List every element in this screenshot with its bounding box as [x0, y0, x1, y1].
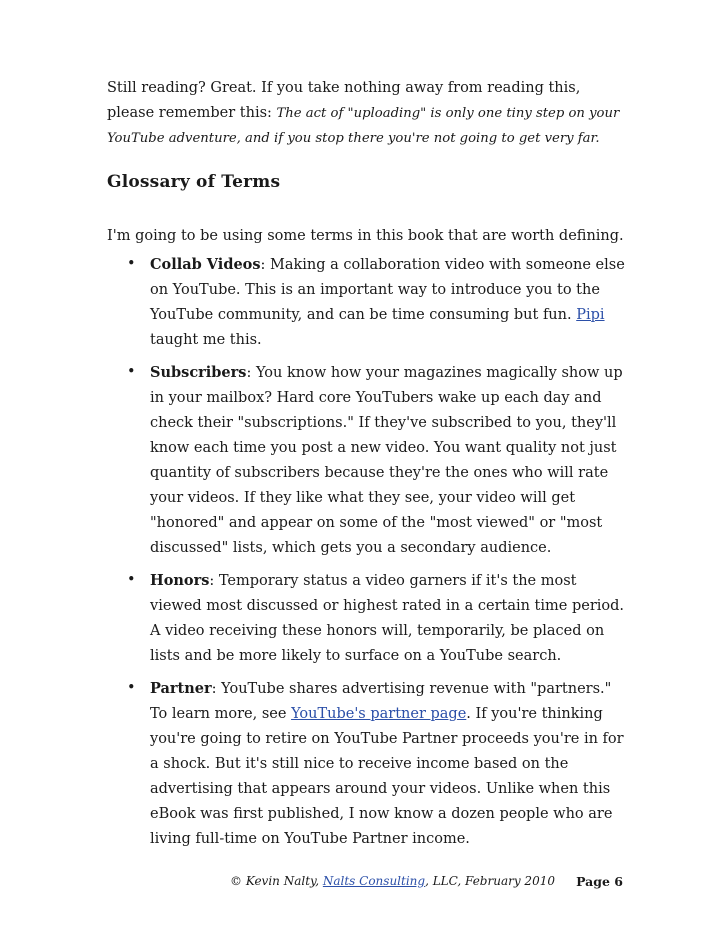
- term-separator: :: [260, 257, 271, 273]
- intro-text: Still reading? Great. If you take nothing away from reading this, please remember this:: [107, 80, 581, 121]
- page-footer: [107, 874, 623, 894]
- term-definition-end: . If you're thinking you're going to retire on YouTube Partner proceeds you're in for a shock. But it's still nice to receive income based on the advertising that appears around your videos. Unlike when this eBook was first published, I now know a dozen people who are living full-time on YouTube Partner income.: [150, 706, 624, 847]
- bullet-icon: •: [127, 572, 136, 588]
- term-title: Honors: [150, 572, 210, 589]
- term-subscribers: [107, 360, 627, 561]
- footer-credit: [230, 874, 555, 888]
- bullet-icon: •: [127, 680, 136, 696]
- nalts-consulting-link[interactable]: Nalts Consulting: [322, 874, 426, 888]
- footer-copyright: © Kevin Nalty,: [230, 874, 323, 888]
- glossary-heading: Glossary of Terms: [107, 172, 281, 192]
- term-separator: :: [209, 573, 219, 589]
- term-definition: You know how your magazines magically show up in your mailbox? Hard core YouTubers wake up each day and check their "subscriptions." If they've subscribed to you, they'll know each time you post a new video. You want quality not just quantity of subscribers because they're the ones who will rate your videos. If they like what they see, your video will get "honored" and appear on some of the "most viewed" or "most discussed" lists, which gets you a secondary audience.: [150, 365, 623, 556]
- term-collab-videos: [107, 252, 627, 353]
- footer-date: , LLC, February 2010: [425, 874, 555, 888]
- term-separator: :: [211, 681, 222, 697]
- term-definition: Temporary status a video garners if it's the most viewed most discussed or highest rated in a certain time period. A video receiving these honors will, temporarily, be placed on lists and be more likely to surface on a YouTube search.: [150, 573, 625, 664]
- bullet-icon: •: [127, 364, 136, 380]
- term-separator: :: [246, 365, 256, 381]
- term-title: Subscribers: [150, 364, 247, 381]
- glossary-list: [107, 252, 627, 859]
- term-definition-end: taught me this.: [150, 332, 262, 348]
- intro-paragraph: [107, 76, 627, 151]
- glossary-lead: I'm going to be using some terms in this book that are worth defining.: [107, 228, 624, 244]
- page-number: Page 6: [576, 874, 623, 889]
- term-title: Collab Videos: [150, 256, 261, 273]
- term-partner: [107, 676, 627, 852]
- term-definition: Making a collaboration video with someone else on YouTube. This is an important way to introduce you to the YouTube community, and can be time consuming but fun.: [150, 257, 625, 323]
- bullet-icon: •: [127, 256, 136, 272]
- term-title: Partner: [150, 680, 212, 697]
- pipi-link[interactable]: Pipi: [576, 307, 605, 323]
- partner-page-link[interactable]: YouTube's partner page: [291, 706, 467, 722]
- term-definition: YouTube shares advertising revenue with "partners." To learn more, see: [150, 681, 612, 722]
- term-honors: [107, 568, 627, 669]
- intro-emphasis: The act of "uploading" is only one tiny step on your YouTube adventure, and if you stop there you're not going to get very far.: [107, 106, 620, 146]
